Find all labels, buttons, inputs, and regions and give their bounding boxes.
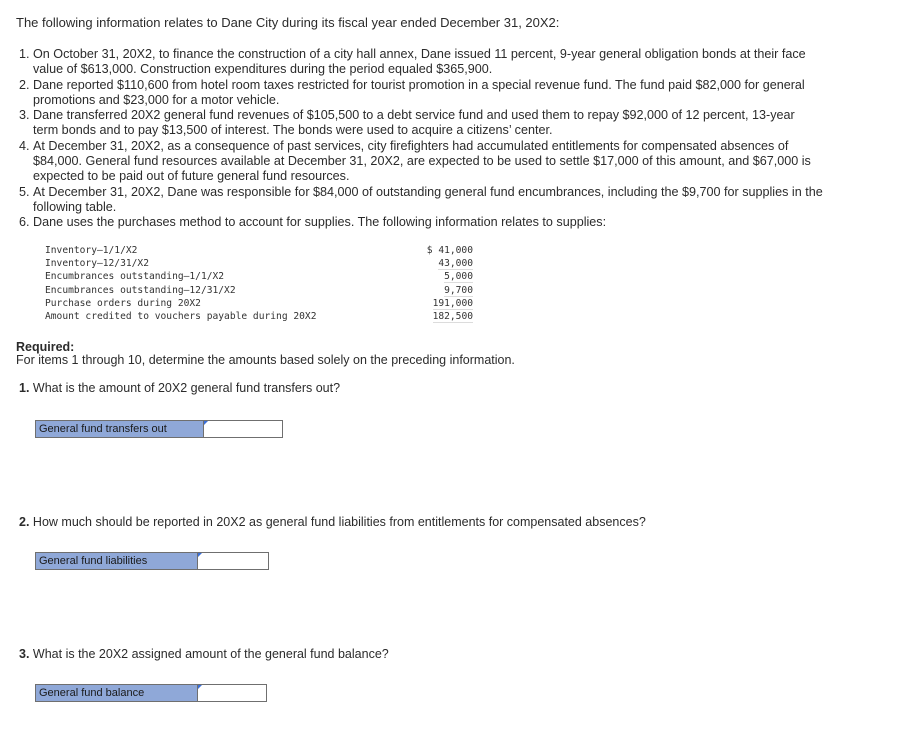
question-text: How much should be reported in 20X2 as general fund liabilities from entitlements for compensated absences? — [32, 515, 646, 529]
question-2 — [19, 515, 646, 529]
list-item: 6. Dane uses the purchases method to account for supplies. The following information relates to supplies: — [33, 215, 823, 230]
list-item: 3. Dane transferred 20X2 general fund revenues of $105,500 to a debt service fund and used them to repay $92,000 of 12 percent, 13-year term bonds and to pay $13,500 of interest. The bonds were used to acquire a citizens’ center. — [33, 108, 823, 139]
question-number: 2. — [19, 515, 30, 529]
table-cell-value: 182,500 — [432, 311, 473, 323]
table-cell-label: Amount credited to vouchers payable during 20X2 — [45, 311, 317, 323]
table-cell-label: Encumbrances outstanding—12/31/X2 — [45, 284, 236, 296]
table-cell-value: 43,000 — [438, 258, 473, 270]
liabilities-input[interactable] — [198, 553, 268, 569]
answer-row-3 — [35, 684, 267, 702]
table-cell-value: 191,000 — [432, 297, 473, 309]
answer-label: General fund balance — [36, 685, 198, 701]
table-row — [45, 297, 477, 310]
facts-list — [16, 47, 823, 231]
answer-label: General fund transfers out — [36, 421, 204, 437]
table-cell-value: 5,000 — [444, 271, 473, 283]
table-cell-label: Purchase orders during 20X2 — [45, 297, 201, 309]
supplies-table-container — [45, 244, 477, 323]
answer-row-1 — [35, 420, 283, 438]
table-row — [45, 244, 477, 257]
question-text: What is the 20X2 assigned amount of the general fund balance? — [32, 647, 389, 661]
fund-balance-input[interactable] — [198, 685, 266, 701]
transfers-out-input[interactable] — [204, 421, 282, 437]
list-item: 4. At December 31, 20X2, as a consequence of past services, city firefighters had accumulated entitlements for compensated absences of $84,000. General fund resources available at December 31, 20X2, are expected to be used to settle $17,000 of this amount, and $67,000 is expected to be paid out of future general fund resources. — [33, 139, 823, 185]
intro-text: The following information relates to Dane City during its fiscal year ended December 31, 20X2: — [16, 15, 560, 30]
question-text: What is the amount of 20X2 general fund transfers out? — [32, 381, 341, 395]
table-row — [45, 257, 477, 270]
list-item: 5. At December 31, 20X2, Dane was responsible for $84,000 of outstanding general fund encumbrances, including the $9,700 for supplies in the following table. — [33, 185, 823, 216]
question-1 — [19, 381, 340, 395]
list-item: 1. On October 31, 20X2, to finance the construction of a city hall annex, Dane issued 11 percent, 9-year general obligation bonds at their face value of $613,000. Construction expenditures during the period equaled $365,900. — [33, 47, 823, 78]
supplies-table — [45, 244, 477, 323]
required-heading: Required: — [16, 340, 75, 354]
answer-label: General fund liabilities — [36, 553, 198, 569]
table-cell-value: $ 41,000 — [426, 245, 473, 256]
table-row — [45, 270, 477, 283]
table-cell-value: 9,700 — [444, 284, 473, 296]
table-cell-label: Encumbrances outstanding—1/1/X2 — [45, 271, 225, 283]
table-cell-label: Inventory—12/31/X2 — [45, 258, 149, 270]
list-item: 2. Dane reported $110,600 from hotel room taxes restricted for tourist promotion in a special revenue fund. The fund paid $82,000 for general promotions and $23,000 for a motor vehicle. — [33, 78, 823, 109]
table-cell-label: Inventory—1/1/X2 — [45, 245, 138, 256]
answer-row-2 — [35, 552, 269, 570]
table-row — [45, 284, 477, 297]
table-row — [45, 310, 477, 323]
question-number: 1. — [19, 381, 30, 395]
required-text: For items 1 through 10, determine the amounts based solely on the preceding information. — [16, 353, 515, 367]
question-3 — [19, 647, 389, 661]
question-number: 3. — [19, 647, 30, 661]
